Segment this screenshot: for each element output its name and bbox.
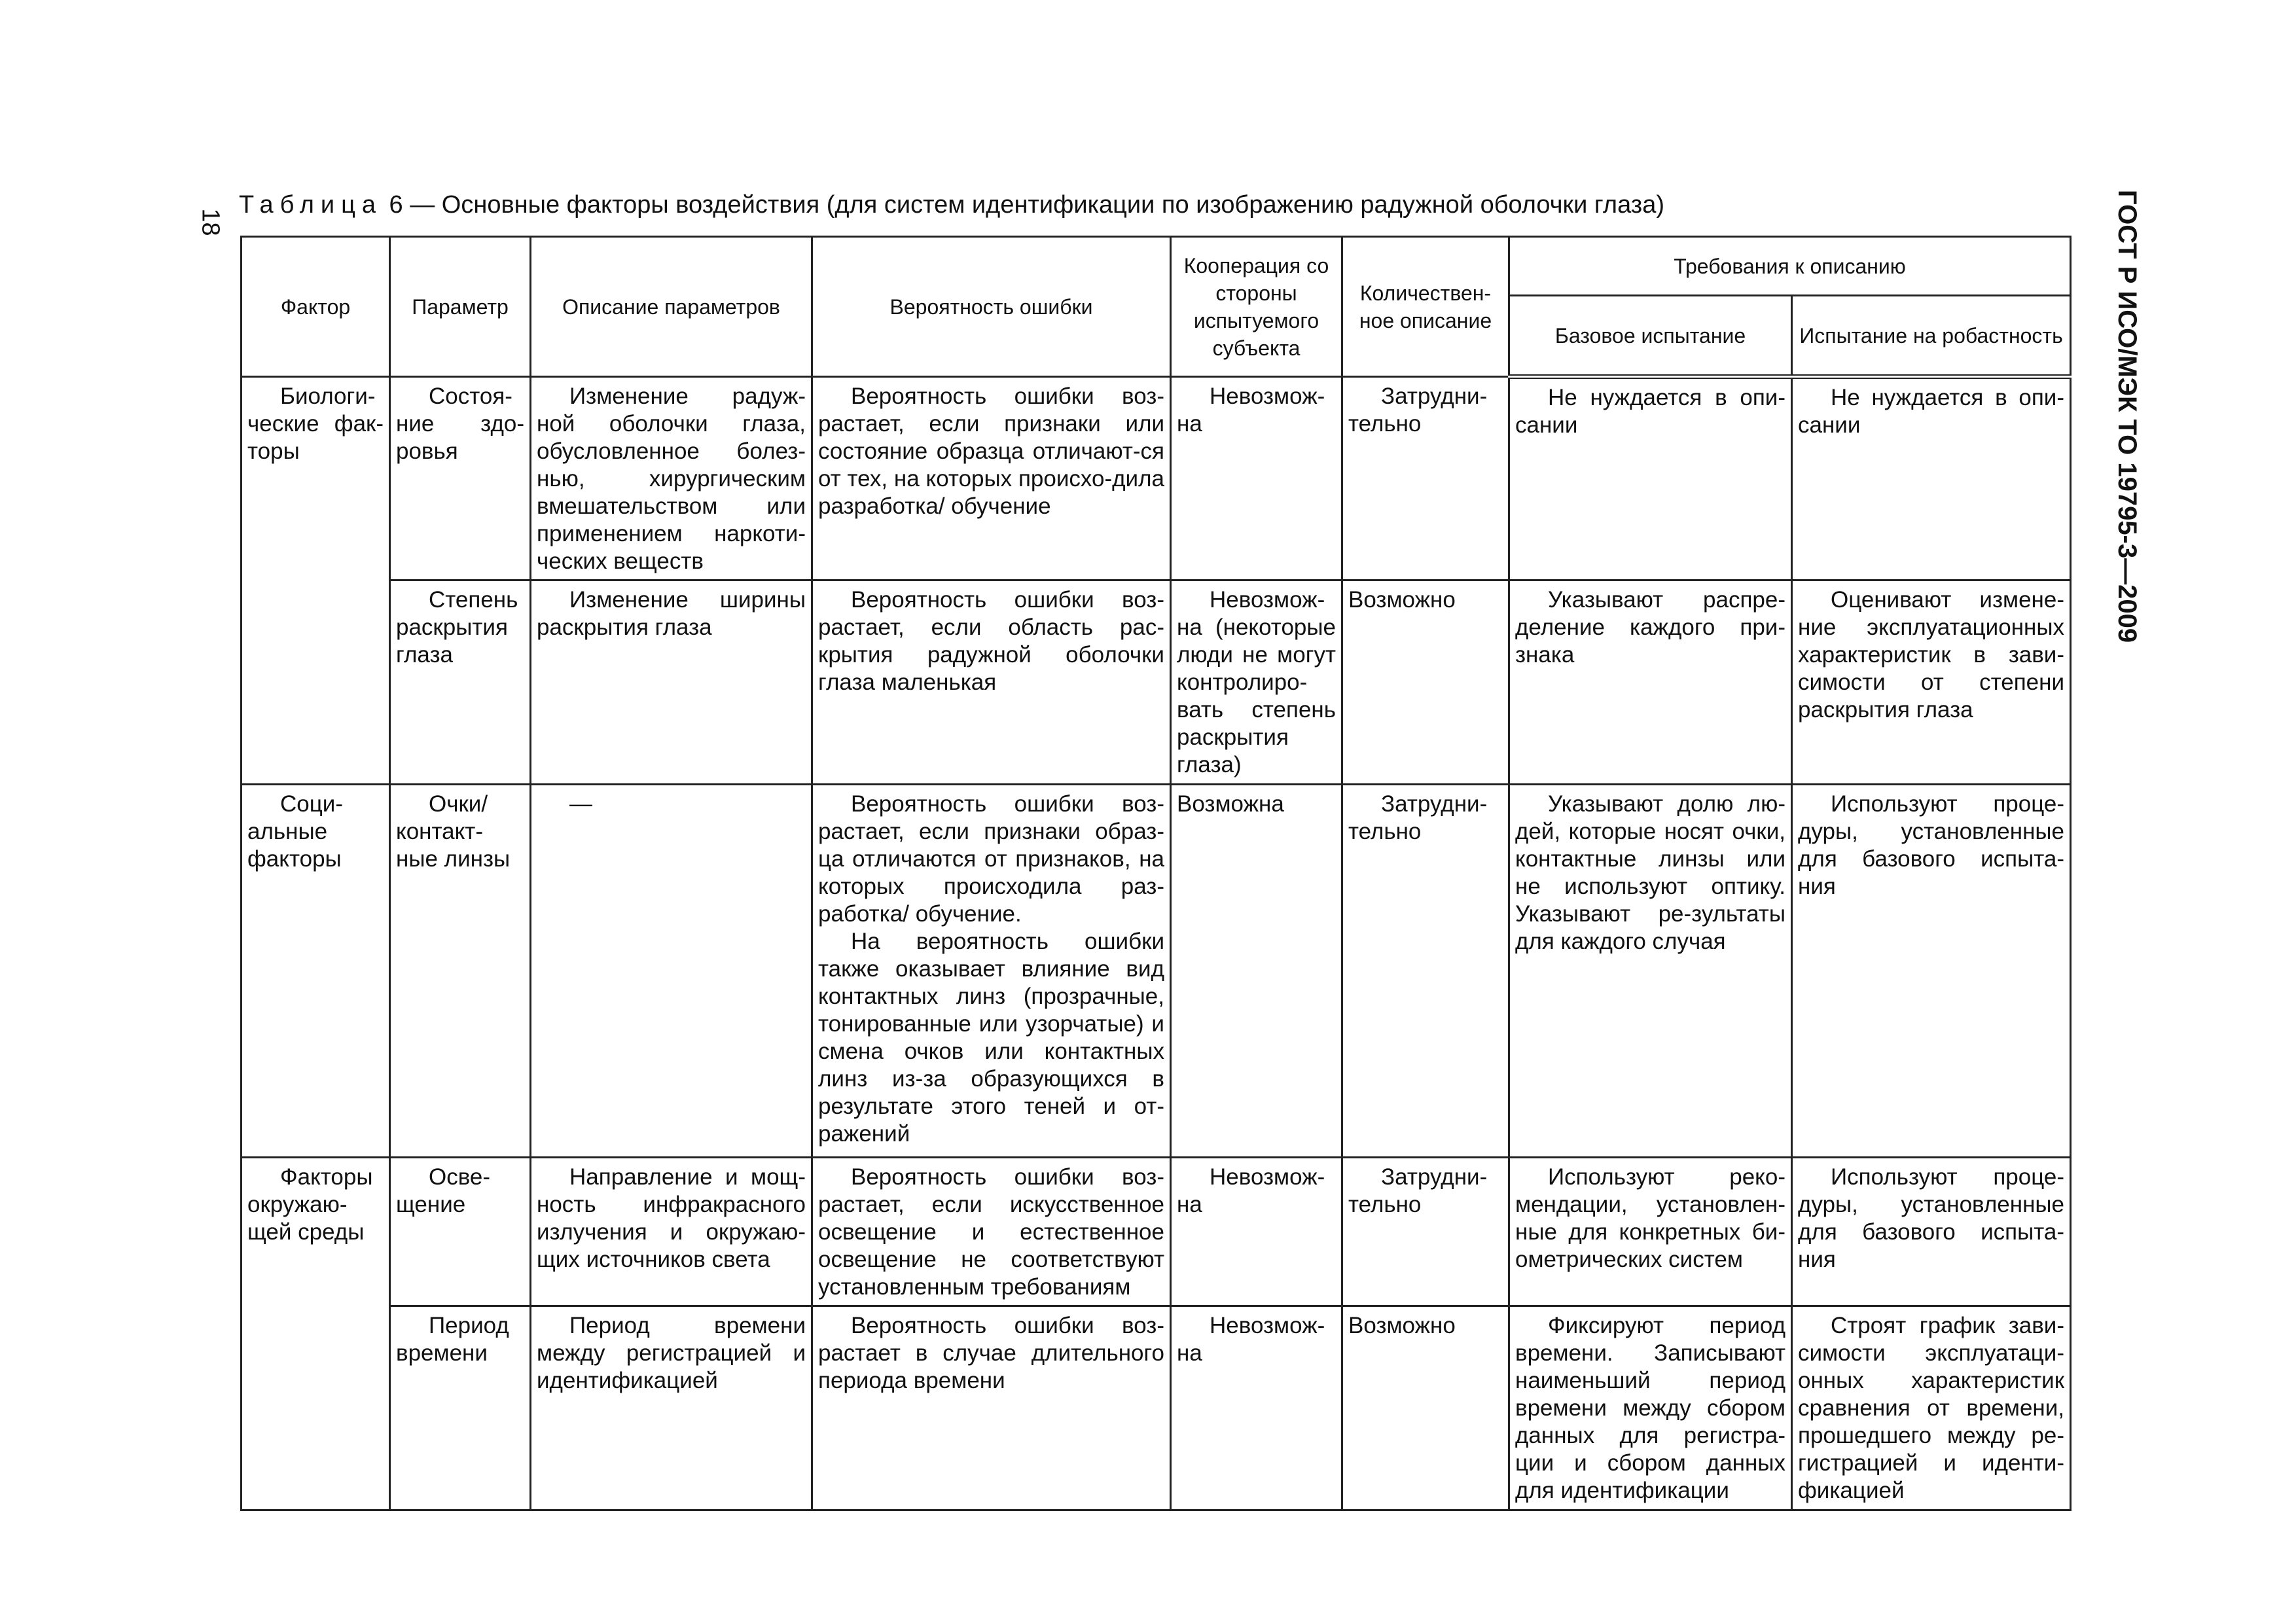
table-row: [242, 1306, 2071, 1510]
error-probability-cell: [812, 785, 1171, 1158]
basic-test-cell: Не нуждается в опи-сании: [1509, 377, 1792, 580]
parameter-cell: Состоя-ние здо-ровья: [390, 377, 531, 580]
basic-test-cell: Используют реко-мендации, установлен-ные для конкретных би-ометрических систем: [1509, 1158, 1792, 1306]
quantitative-cell: Возможно: [1342, 580, 1509, 785]
cooperation-cell: Невозмож-на: [1171, 1306, 1342, 1510]
robustness-test-cell: Используют проце-дуры, установленные для базового испыта-ния: [1792, 785, 2071, 1158]
table-row: [242, 785, 2071, 1158]
basic-test-cell: Указывают долю лю-дей, которые носят очки, контактные линзы или не используют оптику. Указывают ре-зультаты для каждого случая: [1509, 785, 1792, 1158]
header-requirements: Требования к описанию: [1509, 237, 2071, 296]
error-probability-cell: Вероятность ошибки воз-растает в случае длительного периода времени: [812, 1306, 1171, 1510]
robustness-test-cell: Используют проце-дуры, установленные для базового испыта-ния: [1792, 1158, 2071, 1306]
basic-test-cell: Указывают распре-деление каждого при-знака: [1509, 580, 1792, 785]
factor-cell: Соци-альные факторы: [242, 785, 390, 1158]
robustness-test-cell: Не нуждается в опи-сании: [1792, 377, 2071, 580]
table-caption: [239, 191, 1664, 219]
cooperation-cell: Невозмож-на: [1171, 1158, 1342, 1306]
cooperation-cell: Невозмож-на (некоторые люди не могут контролиро-вать степень раскрытия глаза): [1171, 580, 1342, 785]
description-cell: Направление и мощ-ность инфракрасного излучения и окружаю-щих источников света: [531, 1158, 812, 1306]
quantitative-cell: Затрудни-тельно: [1342, 377, 1509, 580]
parameter-cell: Степень раскрытия глаза: [390, 580, 531, 785]
error-probability-cell: Вероятность ошибки воз-растает, если признаки или состояние образца отличают-ся от тех, на которых происхо-дила разработка/ обучение: [812, 377, 1171, 580]
caption-prefix: Таблица: [239, 191, 382, 219]
table-row: [242, 580, 2071, 785]
robustness-test-cell: Оценивают измене-ние эксплуатационных характеристик в зави-симости от степени раскрытия глаза: [1792, 580, 2071, 785]
table-row: [242, 1158, 2071, 1306]
quantitative-cell: Возможно: [1342, 1306, 1509, 1510]
header-description: Описание параметров: [531, 237, 812, 377]
quantitative-cell: Затрудни-тельно: [1342, 785, 1509, 1158]
basic-test-cell: Фиксируют период времени. Записывают наименьший период времени между сбором данных для регистра-ции и сбором данных для идентификации: [1509, 1306, 1792, 1510]
page-number: 18: [196, 208, 224, 236]
side-title-text: ГОСТ Р ИСО/МЭК ТО 19795-3—2009: [2113, 190, 2142, 643]
document-standard-id: [2113, 190, 2142, 687]
description-cell: Изменение ширины раскрытия глаза: [531, 580, 812, 785]
error-probability-cell: Вероятность ошибки воз-растает, если искусственное освещение и естественное освещение не соответствуют установленным требованиям: [812, 1158, 1171, 1306]
header-cooperation: Кооперация со стороны испытуемого субъекта: [1171, 237, 1342, 377]
robustness-test-cell: Строят график зави-симости эксплуатаци-онных характеристик сравнения от времени, прошедшего между ре-гистрацией и иденти-фикацией: [1792, 1306, 2071, 1510]
factor-cell: Факторы окружаю-щей среды: [242, 1158, 390, 1510]
cooperation-cell: Невозмож-на: [1171, 377, 1342, 580]
quantitative-cell: Затрудни-тельно: [1342, 1158, 1509, 1306]
header-parameter: Параметр: [390, 237, 531, 377]
header-robustness-test: Испытание на робастность: [1792, 296, 2071, 377]
description-cell: Период времени между регистрацией и идентификацией: [531, 1306, 812, 1510]
description-cell: —: [531, 785, 812, 1158]
header-row: [242, 237, 2071, 296]
parameter-cell: Осве-щение: [390, 1158, 531, 1306]
header-error-probability: Вероятность ошибки: [812, 237, 1171, 377]
factor-cell: Биологи-ческие фак-торы: [242, 377, 390, 785]
error-probability-cell: Вероятность ошибки воз-растает, если область рас-крытия радужной оболочки глаза маленькая: [812, 580, 1171, 785]
header-basic-test: Базовое испытание: [1509, 296, 1792, 377]
header-factor: Фактор: [242, 237, 390, 377]
header-quantitative: Количествен-ное описание: [1342, 237, 1509, 377]
caption-text: 6 — Основные факторы воздействия (для систем идентификации по изображению радужной оболочки глаза): [382, 191, 1665, 219]
description-cell: Изменение радуж-ной оболочки глаза, обусловленное болез-нью, хирургическим вмешательством или применением наркоти-ческих веществ: [531, 377, 812, 580]
parameter-cell: Период времени: [390, 1306, 531, 1510]
factors-table: [240, 236, 2072, 1511]
error-probability-text: Вероятность ошибки воз-растает, если признаки образ-ца отличаются от признаков, на которых происходила раз-работка/ обучение.: [818, 791, 1164, 927]
table-row: [242, 377, 2071, 580]
cooperation-cell: Возможна: [1171, 785, 1342, 1158]
parameter-cell: Очки/ контакт-ные линзы: [390, 785, 531, 1158]
error-probability-note: На вероятность ошибки также оказывает влияние вид контактных линз (прозрачные, тонированные или узорчатые) и смена очков или контактных линз из-за образующихся в результате этого теней и от-ражений: [818, 929, 1164, 1147]
